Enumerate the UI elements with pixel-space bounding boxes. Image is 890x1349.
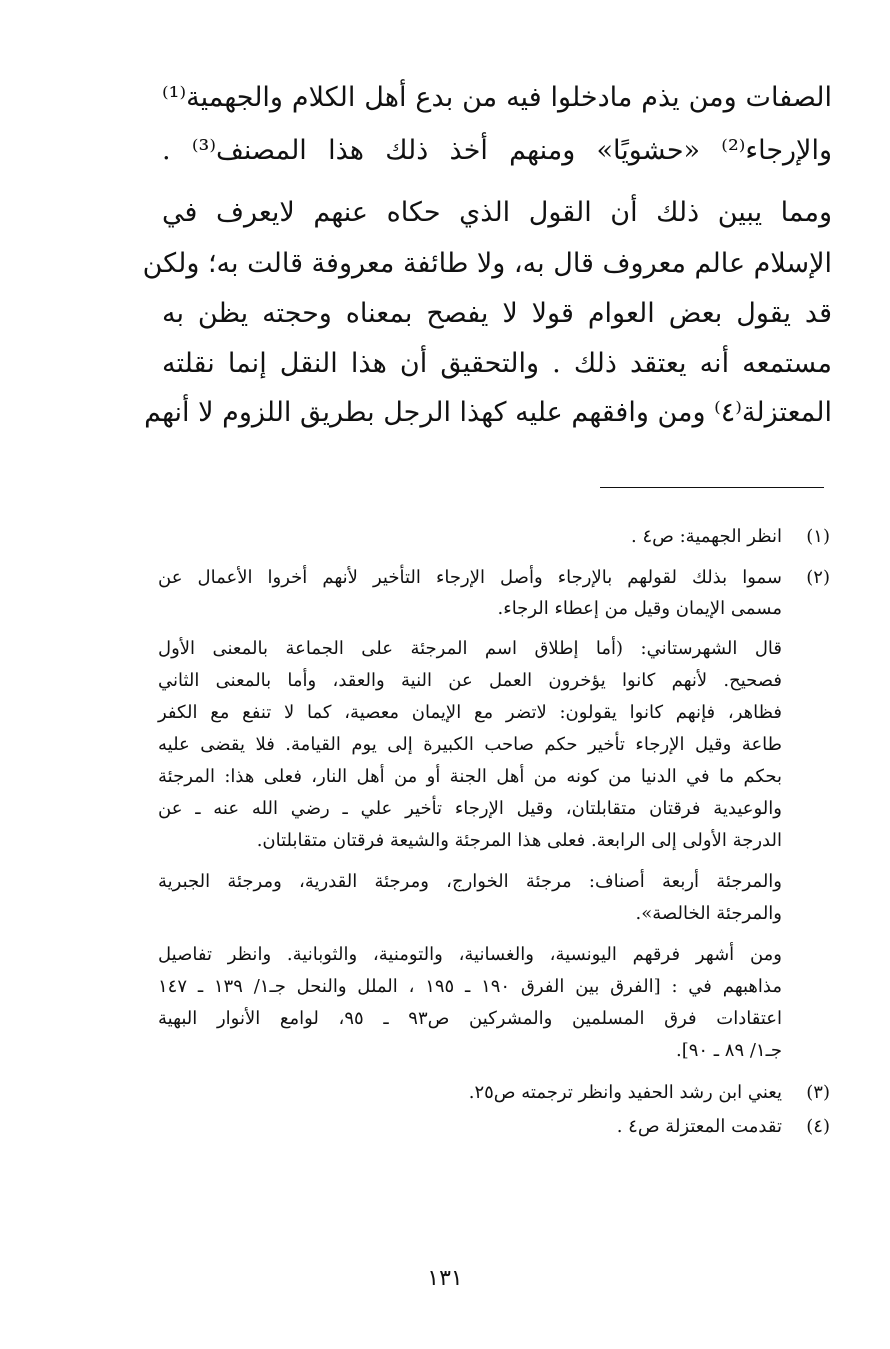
footnote-line: فصحيح. لأنهم كانوا يؤخرون العمل عن النية والعقد، وأما بالمعنى الثاني	[158, 670, 782, 691]
footnote-line: مذاهبهم في : [الفرق بين الفرق ١٩٠ ـ ١٩٥ ، الملل والنحل جـ١/ ١٣٩ ـ ١٤٧	[158, 976, 783, 997]
footnote-line: والوعيدية فرقتان متقابلتان، وقيل الإرجاء تأخير علي ـ رضي الله عنه ـ عن	[158, 798, 782, 819]
footnote-number: (٤)	[806, 1116, 830, 1137]
main-text-line: مستمعه أنه يعتقد ذلك . والتحقيق أن هذا النقل إنما نقلته	[162, 348, 832, 379]
footnote-line: والمرجئة أربعة أصناف: مرجئة الخوارج، ومرجئة القدرية، ومرجئة الجبرية	[158, 871, 782, 892]
main-text-line: الإسلام عالم معروف قال به، ولا طائفة معروفة قالت به؛ ولكن	[142, 248, 832, 279]
footnote-line: الدرجة الأولى إلى الرابعة. فعلى هذا المرجئة والشيعة فرقتان متقابلتان.	[256, 830, 782, 851]
footnote-number: (٣)	[806, 1082, 830, 1103]
footnote-line: مسمى الإيمان وقيل من إعطاء الرجاء.	[497, 598, 782, 619]
footnote-number: (١)	[806, 526, 830, 547]
footnote-line: اعتقادات فرق المسلمين والمشركين ص٩٣ ـ ٩٥، لوامع الأنوار البهية	[158, 1008, 782, 1029]
main-text-line: ومما يبين ذلك أن القول الذي حكاه عنهم لايعرف في	[162, 197, 832, 228]
main-text-line: المعتزلة⁽٤⁾ ومن وافقهم عليه كهذا الرجل بطريق اللزوم لا أنهم	[144, 397, 832, 428]
main-text-line: قد يقول بعض العوام قولا لا يفصح بمعناه وحجته يظن به	[162, 298, 832, 329]
footnote-line: طاعة وقيل الإرجاء تأخير حكم صاحب الكبيرة إلى يوم القيامة. فلا يقضى عليه	[158, 734, 782, 755]
footnote-line: ومن أشهر فرقهم اليونسية، والغسانية، والتومنية، والثوبانية. وانظر تفاصيل	[158, 944, 782, 965]
footnote-line: يعني ابن رشد الحفيد وانظر ترجمته ص٢٥.	[468, 1082, 782, 1103]
footnote-line: فظاهر، فإنهم كانوا يقولون: لاتضر مع الإيمان معصية، كما لا تنفع مع الكفر	[158, 702, 782, 723]
footnote-line: قال الشهرستاني: (أما إطلاق اسم المرجئة على الجماعة بالمعنى الأول	[158, 638, 782, 659]
footnote-line: جـ١/ ٨٩ ـ ٩٠].	[675, 1040, 782, 1061]
main-text-line: والإرجاء⁽²⁾ «حشويًا» ومنهم أخذ ذلك هذا المصنف⁽³⁾ .	[162, 135, 832, 166]
footnote-number: (٢)	[806, 567, 830, 588]
main-text-line: الصفات ومن يذم مادخلوا فيه من بدع أهل الكلام والجهمية⁽¹⁾	[162, 82, 832, 113]
footnote-line: تقدمت المعتزلة ص٤ .	[616, 1116, 782, 1137]
footnote-line: بحكم ما في الدنيا من كونه من أهل الجنة أو من أهل النار، فعلى هذا: المرجئة	[158, 766, 782, 787]
footnote-line: سموا بذلك لقولهم بالإرجاء وأصل الإرجاء التأخير لأنهم أخروا الأعمال عن	[158, 567, 782, 588]
footnote-line: والمرجئة الخالصة».	[635, 903, 782, 924]
page-number: ١٣١	[427, 1266, 463, 1291]
footnote-separator	[600, 487, 824, 488]
footnote-line: انظر الجهمية: ص٤ .	[631, 526, 782, 547]
